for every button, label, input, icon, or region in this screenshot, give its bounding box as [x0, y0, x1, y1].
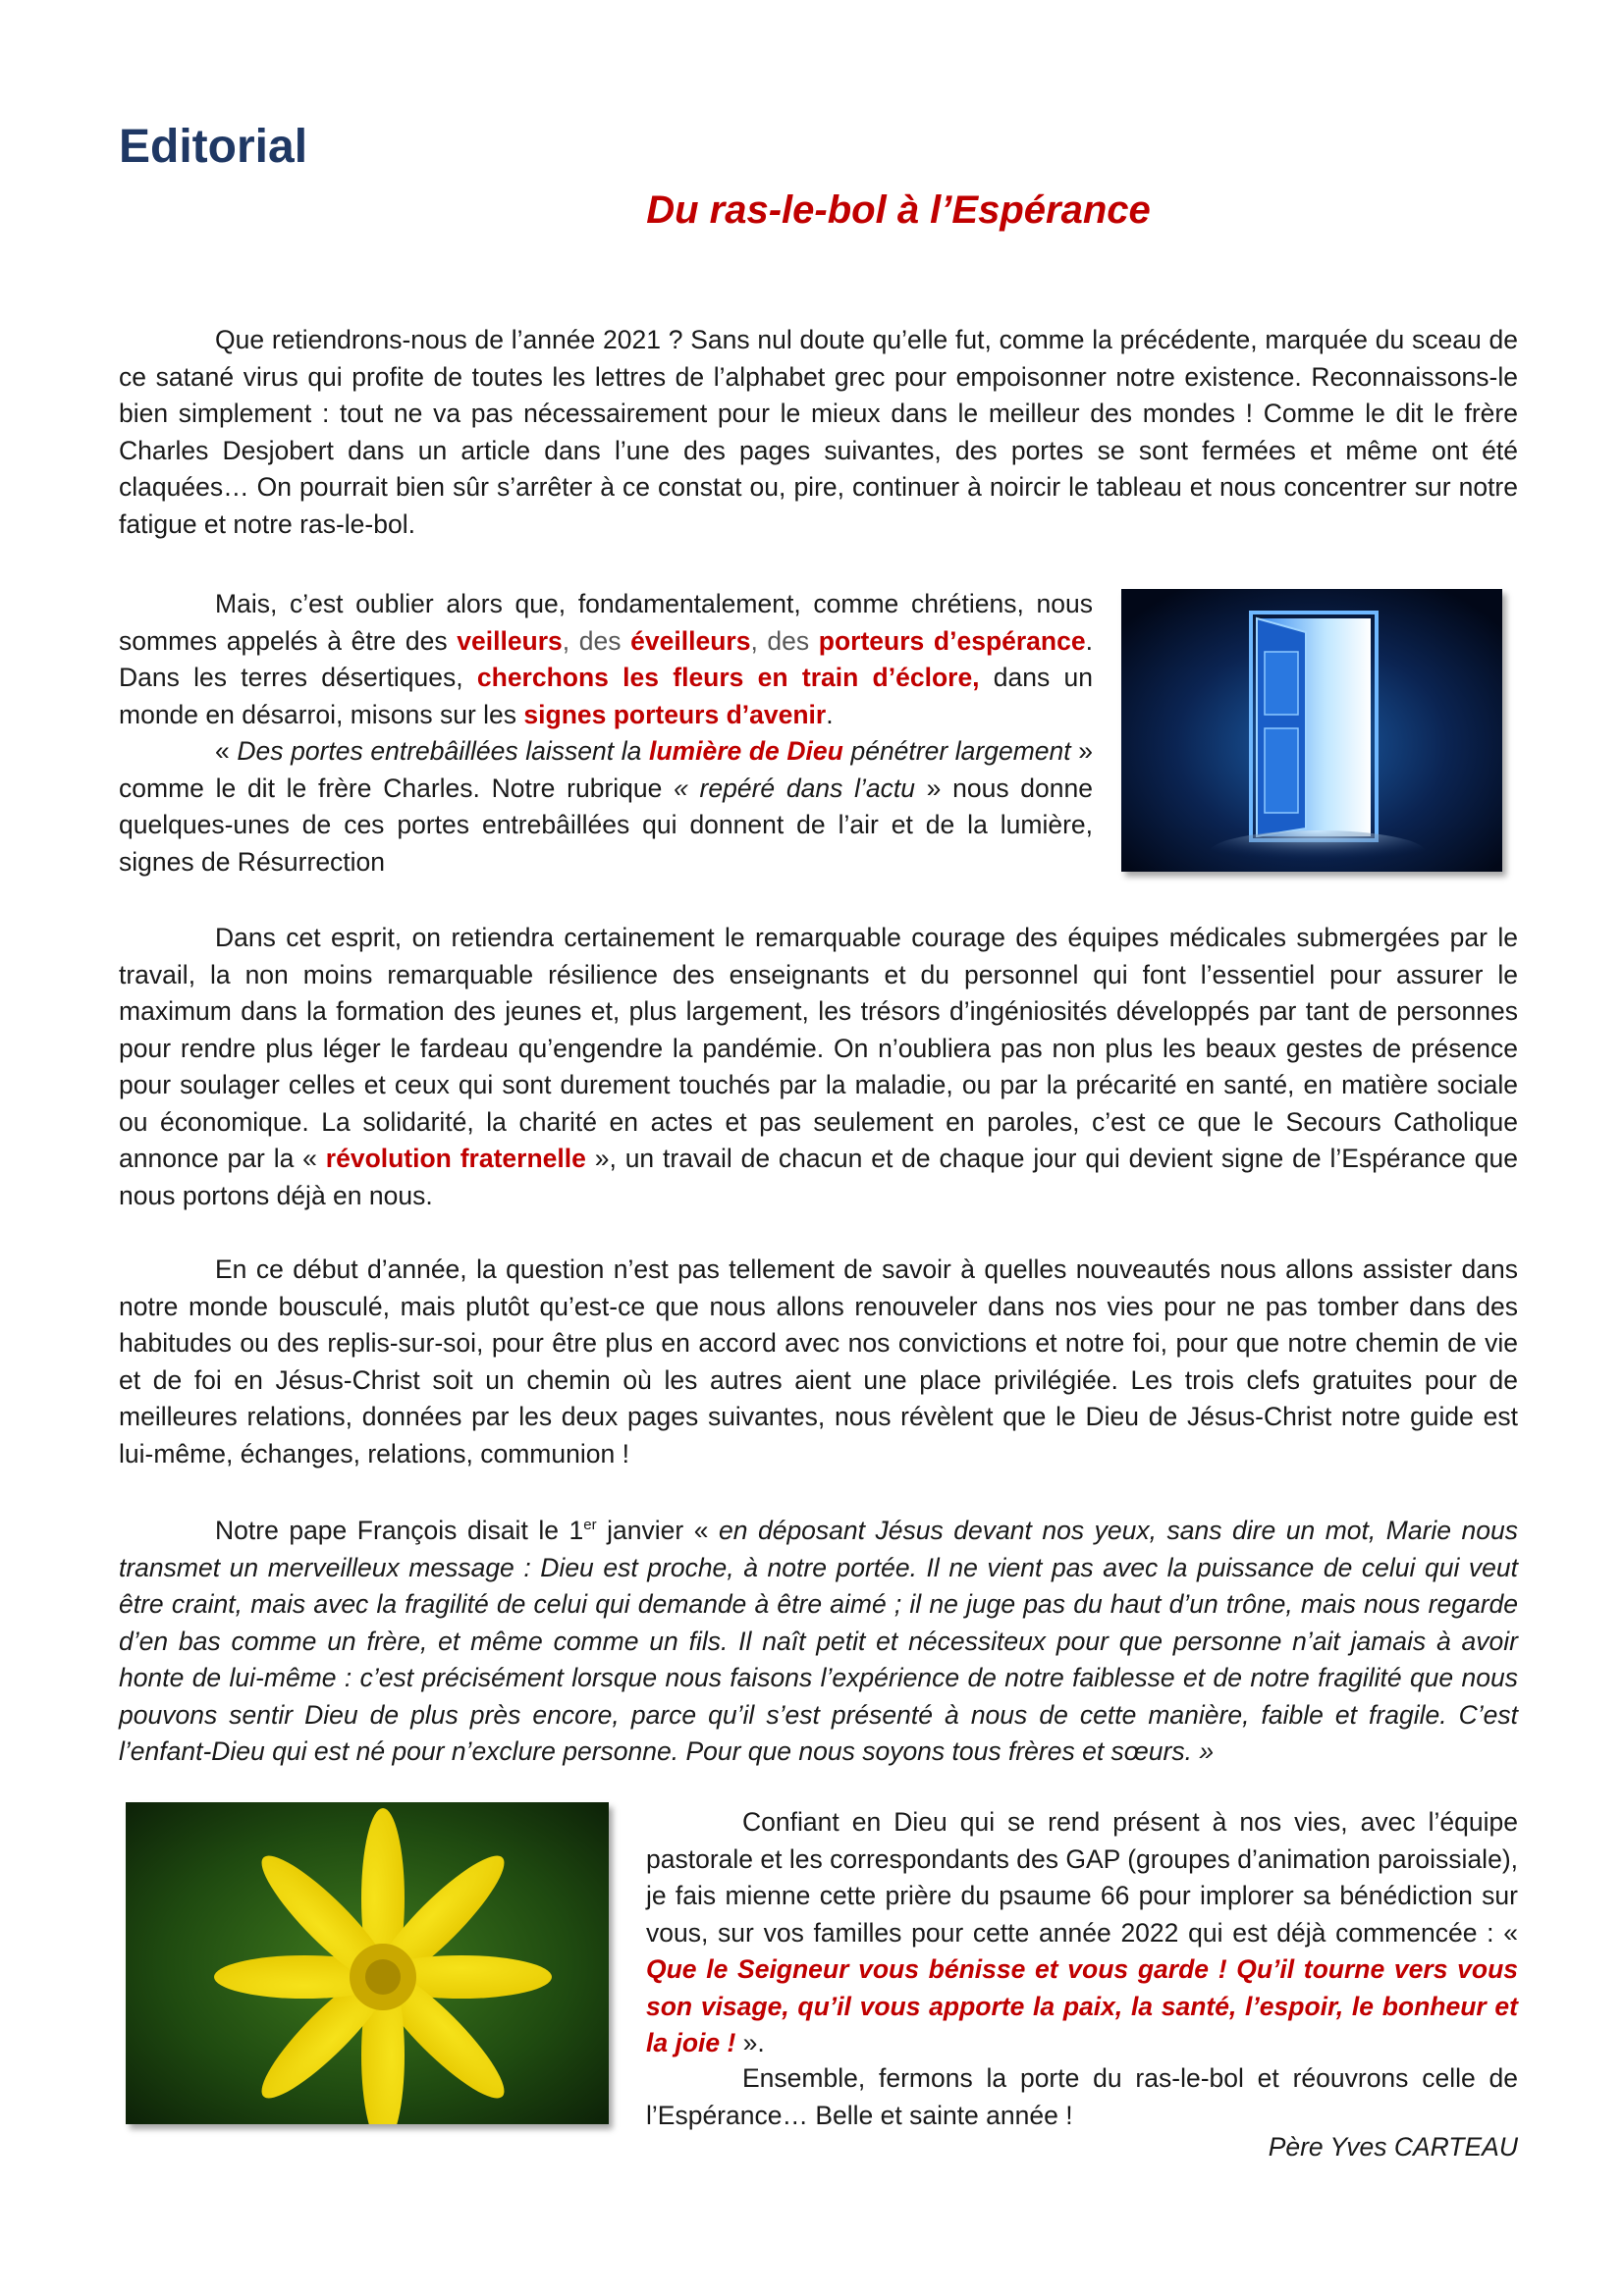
paragraph-pope-quote: Notre pape François disait le 1er janvier « en déposant Jésus devant nos yeux, sans dire un mot, Marie nous transmet un merveilleux message : Dieu est proche, à notre portée. Il ne vient pas avec la puissance de celui qui veut être craint, mais avec la fragilité de celui qui demande à être aimé ; il ne juge pas du haut d’un trône, mais nous regarde d’en bas comme un frère, et même comme un fils. Il naît petit et nécessiteux pour que personne n’ait jamais à avoir honte de lui-même : c’est précisément lorsque nous faisons l’expérience de notre faiblesse et de notre fragilité que nous pouvons sentir Dieu de plus près encore, parce qu’il s’est présenté à nous de cette manière, faible et fragile. C’est l’enfant-Dieu qui est né pour n’exclure personne. Pour que nous soyons tous frères et sœurs. »	[119, 1516, 1519, 1766]
highlight-fleurs: cherchons les fleurs en train d’éclore,	[476, 663, 980, 692]
highlight-veilleurs: veilleurs	[457, 625, 563, 656]
yellow-flower-image	[126, 1802, 609, 2124]
pope-quote-text: en déposant Jésus devant nos yeux, sans dire un mot, Marie nous transmet un merveilleux message : Dieu est proche, à notre portée. Il ne vient pas avec la puissance de celui qui veut être craint, mais avec la fragilité de celui qui demande à être aimé ; il ne juge pas du haut d’un trône, mais nous regarde d’en bas comme un frère, et même comme un fils. Il naît petit et nécessiteux pour que personne n’ait jamais à avoir honte de lui-même : c’est précisément lorsque nous faisons l’expérience de notre faiblesse et de notre fragilité que nous pouvons sentir Dieu de plus près encore, parce qu’il s’est présenté à nous de cette manière, faible et fragile. C’est l’enfant-Dieu qui est né pour n’exclure personne. Pour que nous soyons tous frères et sœurs. »	[119, 1516, 1519, 1766]
highlight-porteurs: porteurs d’espérance	[818, 625, 1086, 656]
signature: Père Yves CARTEAU	[1268, 2132, 1518, 2162]
paragraph-intro-text: Que retiendrons-nous de l’année 2021 ? Sans nul doute qu’elle fut, comme la précédente, marquée du sceau de ce satané virus qui profite de toutes les lettres de l’alphabet grec pour empoisonner notre existence. Reconnaissons-le bien simplement : tout ne va pas nécessairement pour le mieux dans le meilleur des mondes ! Comme le dit le frère Charles Desjobert dans un article dans l’une des pages suivantes, des portes se sont fermées et même ont été claquées… On pourrait bien sûr s’arrêter à ce constat ou, pire, continuer à noircir le tableau et nous concentrer sur notre fatigue et notre ras-le-bol.	[119, 325, 1518, 539]
page-subtitle: Du ras-le-bol à l’Espérance	[646, 188, 1151, 232]
highlight-lumiere: lumière de Dieu	[648, 736, 843, 766]
paragraph-solidarity: Dans cet esprit, on retiendra certainement le remarquable courage des équipes médicales submergées par le travail, la non moins remarquable résilience des enseignants et du personnel qui font l’essentiel pour assurer le maximum dans la formation des jeunes et, plus largement, les trésors d’ingéniosités développés par tant de personnes pour rendre plus léger le fardeau qu’engendre la pandémie. On n’oubliera pas non plus les beaux gestes de présence pour soulager celles et ceux qui sont durement touchés par la maladie, ou par la précarité en santé, en matière sociale ou économique. La solidarité, la charité en actes et pas seulement en paroles, c’est ce que le Secours Catholique annonce par la « révolution fraternelle », un travail de chacun et de chaque jour qui devient signe de l’Espérance que nous portons déjà en nous.	[119, 923, 1518, 1210]
paragraph-closing: Ensemble, fermons la porte du ras-le-bol et réouvrons celle de l’Espérance… Belle et sainte année !	[646, 2063, 1518, 2130]
psalm-blessing: Que le Seigneur vous bénisse et vous garde ! Qu’il tourne vers vous son visage, qu’il vous apporte la paix, la santé, l’espoir, le bonheur et la joie !	[646, 1954, 1518, 2057]
highlight-revolution: révolution fraternelle	[325, 1144, 586, 1173]
open-door-image	[1121, 589, 1502, 872]
paragraph-new-year: En ce début d’année, la question n’est pas tellement de savoir à quelles nouveautés nous allons assister dans notre monde bousculé, mais plutôt qu’est-ce que nous allons renouveler dans nos vies pour ne pas tomber dans des habitudes ou des replis-sur-soi, pour être plus en accord avec nos convictions et notre foi, pour que notre chemin de vie et de foi en Jésus-Christ soit un chemin où les autres aient une place privilégiée. Les trois clefs gratuites pour de meilleures relations, données par les deux pages suivantes, nous révèlent que le Dieu de Jésus-Christ notre guide est lui-même, échanges, relations, communion !	[119, 1255, 1518, 1468]
paragraph-intro	[119, 322, 1518, 543]
paragraph-blessing: Confiant en Dieu qui se rend présent à nos vies, avec l’équipe pastorale et les correspondants des GAP (groupes d’animation paroissiale), je fais mienne cette prière du psaume 66 pour implorer sa bénédiction sur vous, sur vos familles pour cette année 2022 qui est déjà commencée : « Que le Seigneur vous bénisse et vous garde ! Qu’il tourne vers vous son visage, qu’il vous apporte la paix, la santé, l’espoir, le bonheur et la joie ! ».	[646, 1807, 1518, 2057]
paragraph-hope: Mais, c’est oublier alors que, fondamentalement, comme chrétiens, nous sommes appelés à être des veilleurs, des éveilleurs, des porteurs d’espérance. Dans les terres désertiques, cherchons les fleurs en train d’éclore, dans un monde en désarroi, misons sur les signes porteurs d’avenir. « Des portes entrebâillées laissent la lumière de Dieu pénétrer largement » comme le dit le frère Charles. Notre rubrique « repéré dans l’actu » nous donne quelques-unes de ces portes entrebâillées qui donnent de l’air et de la lumière, signes de Résurrection	[119, 589, 1094, 877]
highlight-eveilleurs: éveilleurs	[630, 625, 751, 656]
page-title: Editorial	[119, 121, 308, 173]
highlight-signes: signes porteurs d’avenir	[523, 699, 827, 729]
